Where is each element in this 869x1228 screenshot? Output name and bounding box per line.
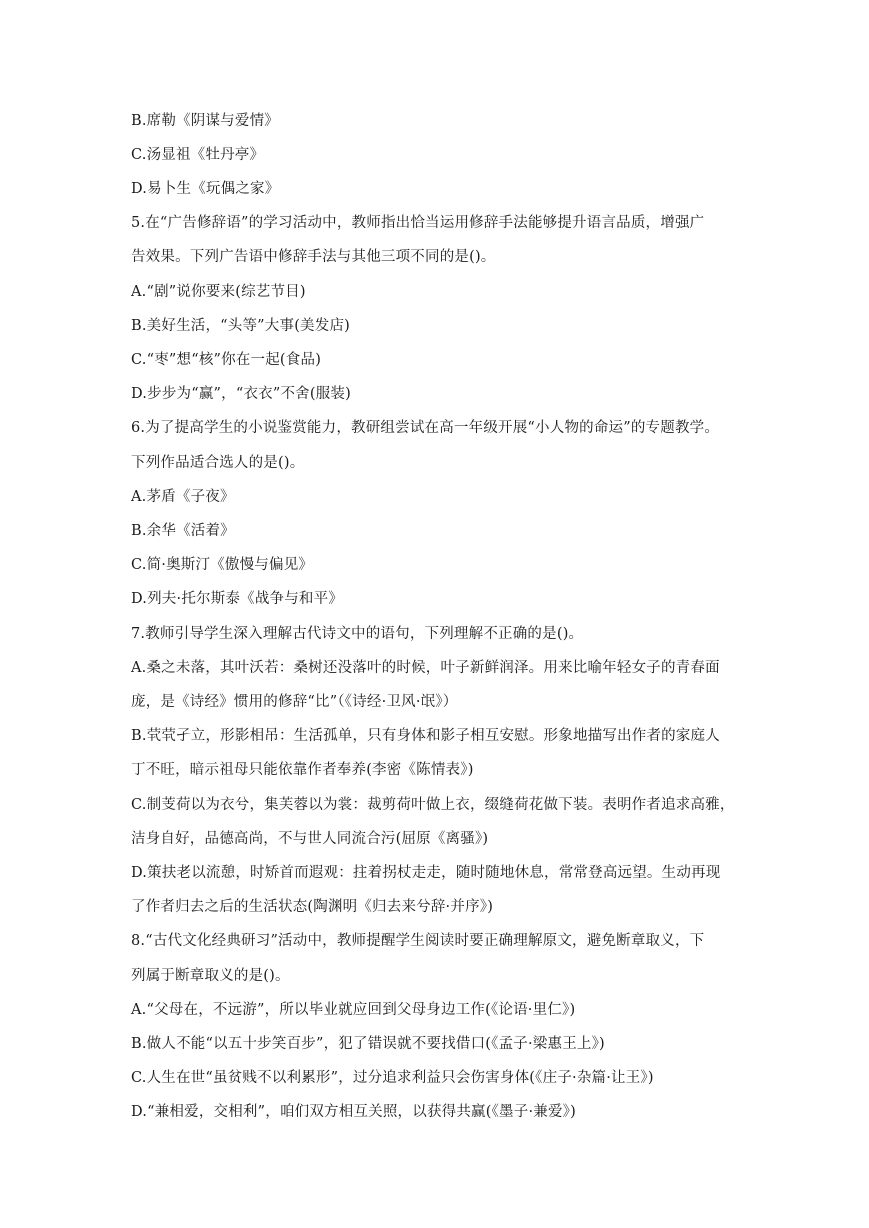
question-5-stem-line-2: 告效果。下列广告语中修辞手法与其他三项不同的是()。 xyxy=(131,249,496,265)
option-b-q5: B.美好生活，“头等”大事(美发店) xyxy=(131,318,351,334)
option-c-q8: C.人生在世“虽贫贱不以利累形”，过分追求利益只会伤害身体(《庄子·杂篇·让王》) xyxy=(131,1070,654,1086)
option-c-q7-line-1: C.制芰荷以为衣兮，集芙蓉以为裳：裁剪荷叶做上衣，缀缝荷花做下装。表明作者追求高雅， xyxy=(131,797,735,813)
option-d-q7-line-2: 了作者归去之后的生活状态(陶渊明《归去来兮辞·并序》) xyxy=(131,899,494,915)
option-d-q7-line-1: D.策扶老以流憩，时矫首而遐观：拄着拐杖走走，随时随地休息，常常登高远望。生动再现 xyxy=(131,865,721,881)
option-a-q5: A.“剧”说你要来(综艺节目) xyxy=(131,284,306,300)
question-6-stem-line-1: 6.为了提高学生的小说鉴赏能力，教研组尝试在高一年级开展“小人物的命运”的专题教学。 xyxy=(131,420,720,436)
question-5-stem-line-1: 5.在“广告修辞语”的学习活动中，教师指出恰当运用修辞手法能够提升语言品质，增强广 xyxy=(131,215,705,231)
option-b-q7-line-1: B.茕茕孑立，形影相吊：生活孤单，只有身体和影子相互安慰。形象地描写出作者的家庭人 xyxy=(131,728,720,744)
question-8-stem-line-2: 列属于断章取义的是()。 xyxy=(131,968,290,984)
option-c-q4: C.汤显祖《牡丹亭》 xyxy=(131,147,265,163)
option-b-q4: B.席勒《阴谋与爱情》 xyxy=(131,113,279,129)
question-6-stem-line-2: 下列作品适合选人的是()。 xyxy=(131,455,305,471)
option-d-q5: D.步步为“赢”，“衣衣”不舍(服装) xyxy=(131,386,351,402)
option-d-q6: D.列夫·托尔斯泰《战争与和平》 xyxy=(131,591,344,607)
option-c-q7-line-2: 洁身自好，品德高尚，不与世人同流合污(屈原《离骚》) xyxy=(131,831,489,847)
option-b-q6: B.余华《活着》 xyxy=(131,523,235,539)
option-d-q4: D.易卜生《玩偶之家》 xyxy=(131,181,280,197)
option-a-q7-line-2: 庞，是《诗经》惯用的修辞“比”（《诗经·卫风·氓》） xyxy=(131,694,458,710)
option-b-q7-line-2: 丁不旺，暗示祖母只能依靠作者奉养(李密《陈情表》) xyxy=(131,762,474,778)
option-a-q8: A.“父母在，不远游”，所以毕业就应回到父母身边工作(《论语·里仁》) xyxy=(131,1002,576,1018)
option-b-q8: B.做人不能“以五十步笑百步”，犯了错误就不要找借口(《孟子·梁惠王上》) xyxy=(131,1036,605,1052)
option-c-q5: C.“枣”想“核”你在一起(食品) xyxy=(131,352,322,368)
option-c-q6: C.简·奥斯汀《傲慢与偏见》 xyxy=(131,557,314,573)
option-d-q8: D.“兼相爱，交相利”，咱们双方相互关照，以获得共赢(《墨子·兼爱》) xyxy=(131,1104,576,1120)
question-7-stem: 7.教师引导学生深入理解古代诗文中的语句，下列理解不正确的是()。 xyxy=(131,626,584,642)
option-a-q7-line-1: A.桑之未落，其叶沃若：桑树还没落叶的时候，叶子新鲜润泽。用来比喻年轻女子的青春面 xyxy=(131,660,720,676)
option-a-q6: A.茅盾《子夜》 xyxy=(131,489,235,505)
question-8-stem-line-1: 8.“古代文化经典研习”活动中，教师提醒学生阅读时要正确理解原文，避免断章取义，下 xyxy=(131,933,705,949)
